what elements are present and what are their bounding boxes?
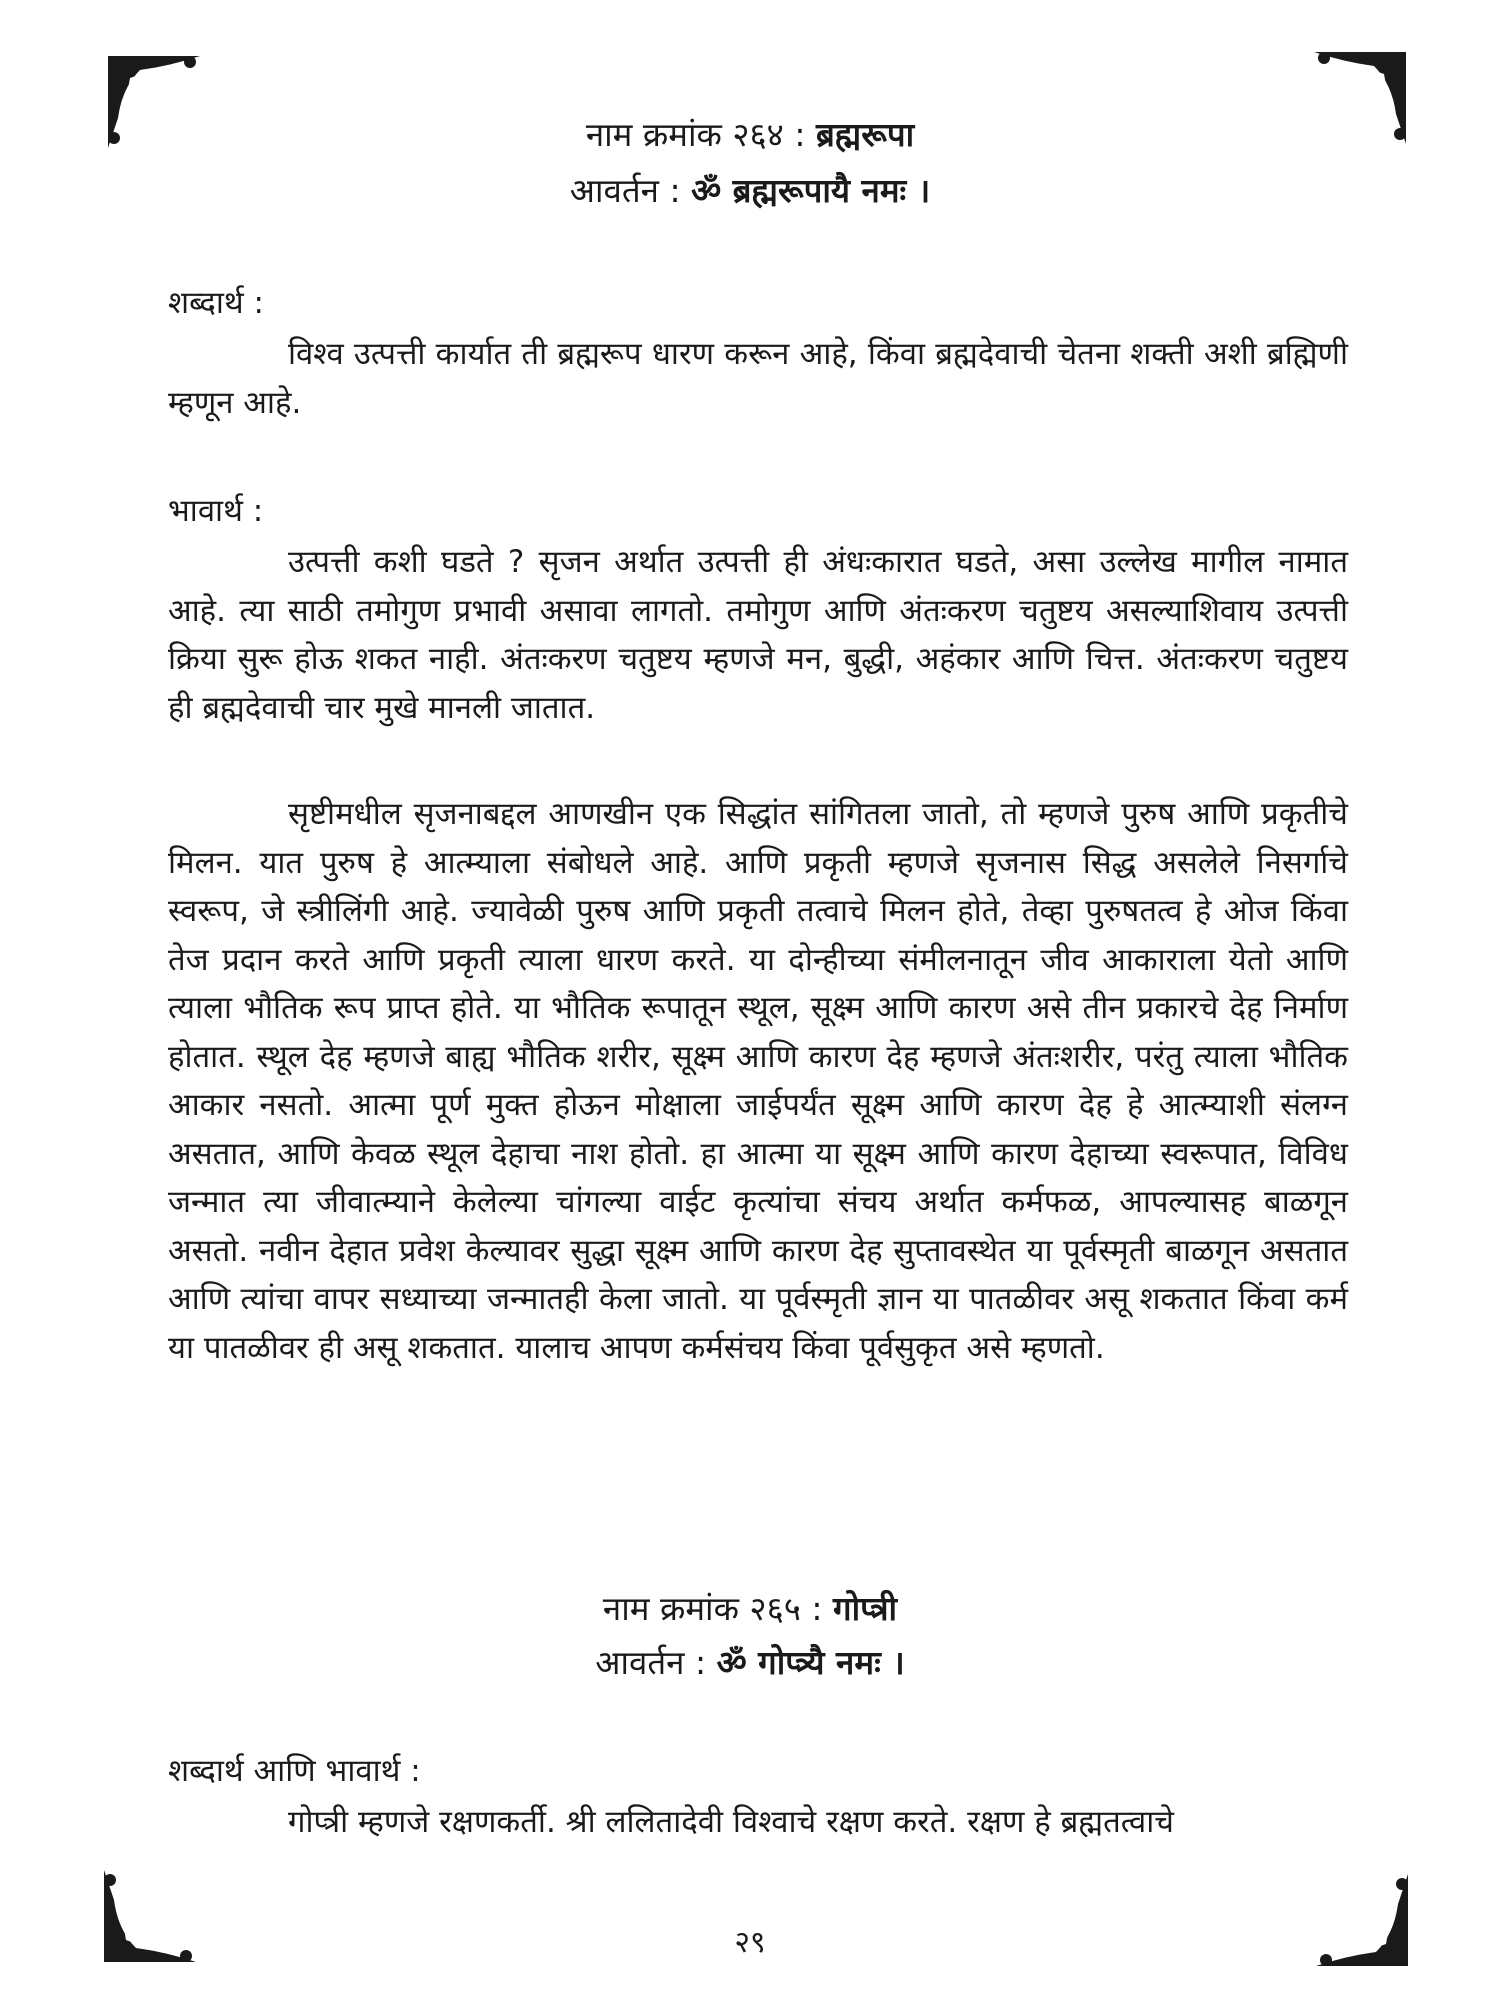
section1-mantra — [0, 168, 1500, 214]
section1-bhavarth-para1 — [168, 538, 1348, 732]
section2-label: शब्दार्थ आणि भावार्थ : — [168, 1753, 421, 1789]
section2-title — [0, 1586, 1500, 1632]
section2-mantra-text: ॐ गोप्त्र्यै नमः । — [716, 1643, 905, 1682]
section1-bhavarth-para2-body: सृष्टीमधील सृजनाबद्दल आणखीन एक सिद्धांत सांगितला जातो, तो म्हणजे पुरुष आणि प्रकृतीचे मिलन. यात पुरुष हे आत्म्याला संबोधले आहे. आणि प्रकृती म्हणजे सृजनास सिद्ध असलेले निसर्गाचे स्वरूप, जे स्त्रीलिंगी आहे. ज्यावेळी पुरुष आणि प्रकृती तत्वाचे मिलन होते, तेव्हा पुरुषतत्व हे ओज किंवा तेज प्रदान करते आणि प्रकृती त्याला धारण करते. या दोन्हीच्या संमीलनातून जीव आकाराला येतो आणि त्याला भौतिक रूप प्राप्त होते. या भौतिक रूपातून स्थूल, सूक्ष्म आणि कारण असे तीन प्रकारचे देह निर्माण होतात. स्थूल देह म्हणजे बाह्य भौतिक शरीर, सूक्ष्म आणि कारण देह म्हणजे अंतःशरीर, परंतु त्याला भौतिक आकार नसतो. आत्मा पूर्ण मुक्त होऊन मोक्षाला जाईपर्यंत सूक्ष्म आणि कारण देह हे आत्म्याशी संलग्न असतात, आणि केवळ स्थूल देहाचा नाश होतो. हा आत्मा या सूक्ष्म आणि कारण देहाच्या स्वरूपात, विविध जन्मात त्या जीवात्म्याने केलेल्या चांगल्या वाईट कृत्यांचा संचय अर्थात कर्मफळ, आपल्यासह बाळगून असतो. नवीन देहात प्रवेश केल्यावर सुद्धा सूक्ष्म आणि कारण देह सुप्तावस्थेत या पूर्वस्मृती बाळगून असतात आणि त्यांचा वापर सध्याच्या जन्मातही केला जातो. या पूर्वस्मृती ज्ञान या पातळीवर असू शकतात किंवा कर्म या पातळीवर ही असू शकतात. यालाच आपण कर्मसंचय किंवा पूर्वसुकृत असे म्हणतो. — [168, 796, 1348, 1366]
section1-title — [0, 112, 1500, 158]
section2-text-body: गोप्त्री म्हणजे रक्षणकर्ती. श्री ललितादेवी विश्वाचे रक्षण करते. रक्षण हे ब्रह्मतत्वाचे — [288, 1804, 1174, 1840]
page-number: २९ — [734, 1925, 766, 1960]
section1-bhavarth-label: भावार्थ : — [168, 493, 264, 529]
section1-meaning-body: विश्व उत्पत्ती कार्यात ती ब्रह्मरूप धारण करून आहे, किंवा ब्रह्मदेवाची चेतना शक्ती अशी ब्रह्मिणी म्हणून आहे. — [168, 336, 1348, 421]
section2-mantra — [0, 1640, 1500, 1686]
section1-bhavarth-para1-body: उत्पत्ती कशी घडते ? सृजन अर्थात उत्पत्ती ही अंधःकारात घडते, असा उल्लेख मागील नामात आहे. त्या साठी तमोगुण प्रभावी असावा लागतो. तमोगुण आणि अंतःकरण चतुष्टय असल्याशिवाय उत्पत्ती क्रिया सुरू होऊ शकत नाही. अंतःकरण चतुष्टय म्हणजे मन, बुद्धी, अहंकार आणि चित्त. अंतःकरण चतुष्टय ही ब्रह्मदेवाची चार मुखे मानली जातात. — [168, 544, 1348, 726]
section2-mantra-prefix: आवर्तन : — [595, 1643, 707, 1682]
section1-mantra-text: ॐ ब्रह्मरूपायै नमः । — [691, 171, 931, 210]
section2-title-name: गोप्त्री — [833, 1589, 898, 1628]
section2-title-prefix: नाम क्रमांक २६५ : — [602, 1589, 823, 1628]
section1-title-prefix: नाम क्रमांक २६४ : — [585, 115, 806, 154]
section1-meaning-text — [168, 330, 1348, 427]
section1-mantra-prefix: आवर्तन : — [569, 171, 681, 210]
section1-meaning-label: शब्दार्थ : — [168, 285, 265, 321]
section1-title-name: ब्रह्मरूपा — [815, 115, 915, 154]
section2-text — [168, 1798, 1348, 1847]
section1-bhavarth-para2 — [168, 790, 1348, 1372]
